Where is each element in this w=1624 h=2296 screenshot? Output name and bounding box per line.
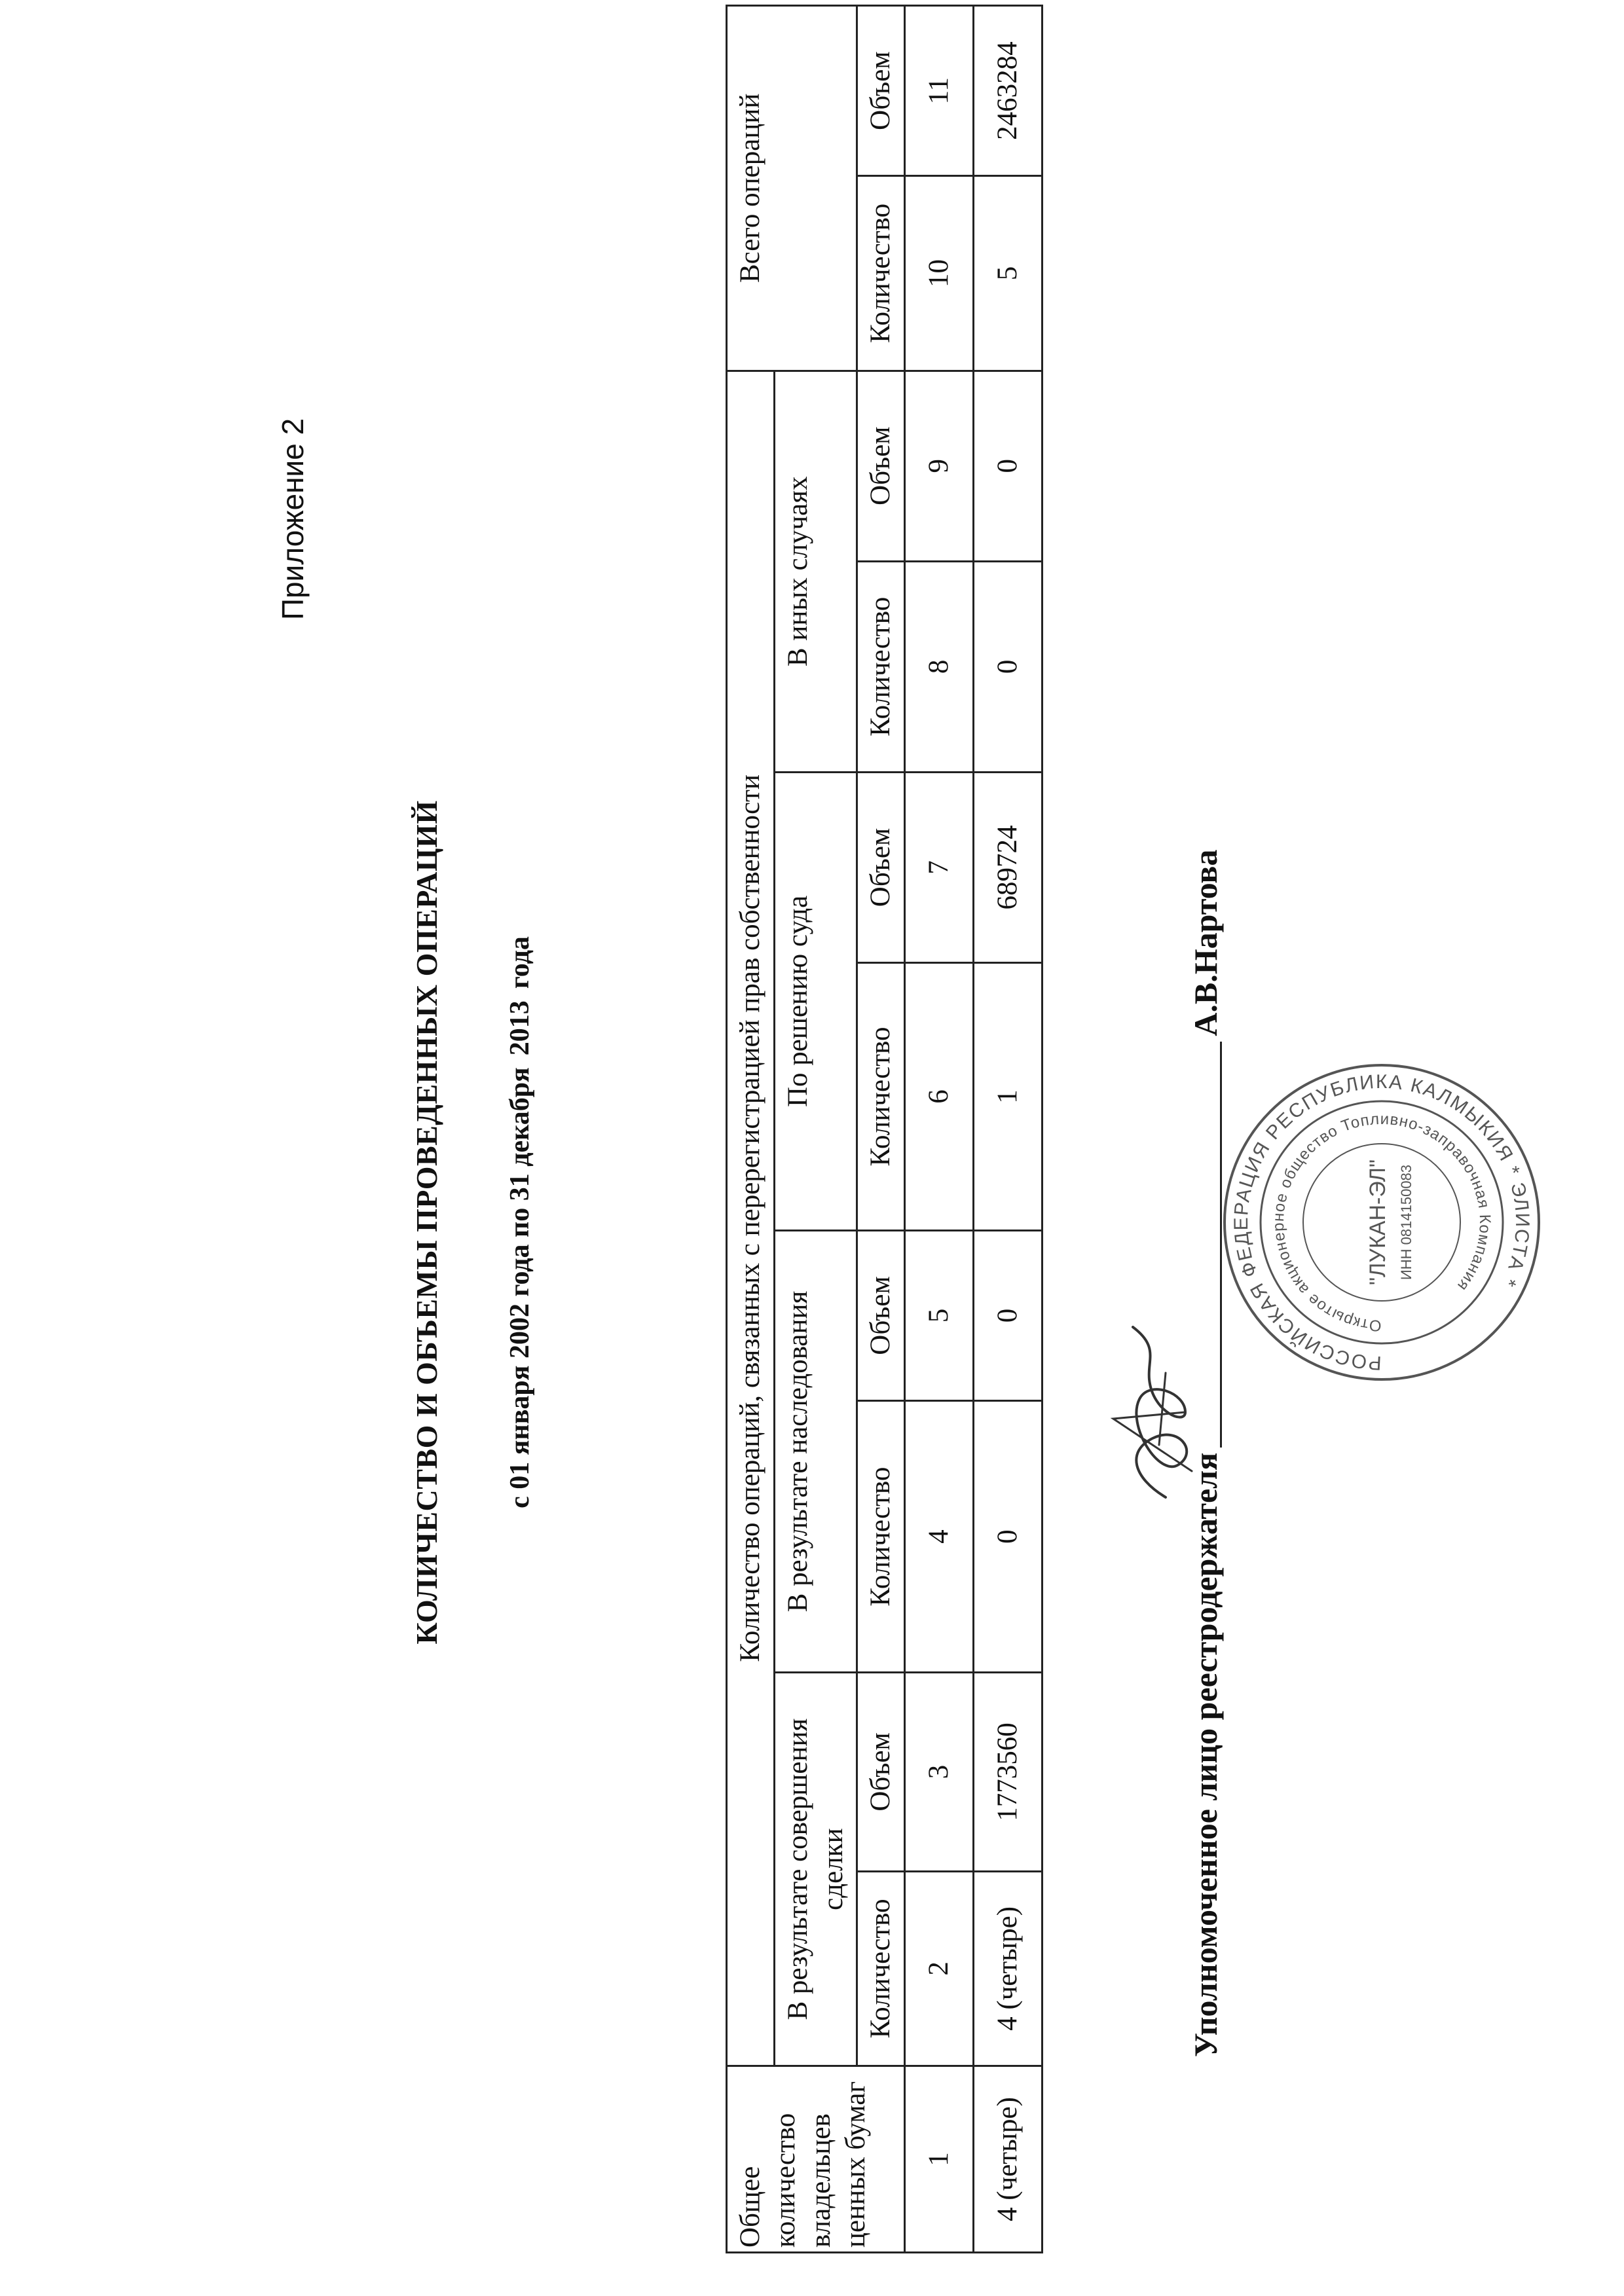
owners-header: Общее количество владельцев ценных бумаг <box>727 2066 905 2253</box>
inheritance-qty-value: 0 <box>974 1401 1043 1673</box>
court-qty-value: 1 <box>974 963 1043 1231</box>
court-vol-value: 689724 <box>974 772 1043 962</box>
qty-header: Количество <box>857 561 905 772</box>
date-range-suffix: года <box>505 936 535 989</box>
signatory-name: А.В.Нартова <box>1187 849 1224 1036</box>
column-number: 6 <box>905 963 974 1231</box>
inheritance-vol-value: 0 <box>974 1230 1043 1400</box>
deal-vol-value: 1773560 <box>974 1673 1043 1872</box>
column-number: 4 <box>905 1401 974 1673</box>
qty-header: Количество <box>857 176 905 371</box>
column-number: 1 <box>905 2066 974 2253</box>
date-range-text: с 01 января 2002 года по 31 декабря <box>505 1067 535 1508</box>
vol-header: Объем <box>857 6 905 176</box>
group-header-inheritance: В результате наследования <box>774 1230 857 1672</box>
group-header-court: По решению суда <box>774 772 857 1230</box>
other-vol-value: 0 <box>974 371 1043 561</box>
deal-qty-value: 4 (четыре) <box>974 1871 1043 2066</box>
column-number: 11 <box>905 6 974 176</box>
total-qty-value: 5 <box>974 176 1043 371</box>
total-header: Всего операций <box>727 6 857 371</box>
handwritten-signature <box>1087 1314 1218 1523</box>
svg-text:"ЛУКАН-ЭЛ": "ЛУКАН-ЭЛ" <box>1365 1159 1390 1286</box>
header-row-1 <box>727 6 775 2253</box>
column-number: 2 <box>905 1871 974 2066</box>
values-row <box>974 6 1043 2253</box>
total-vol-value: 2463284 <box>974 6 1043 176</box>
date-range-year: 2013 <box>505 1000 535 1056</box>
appendix-label: Приложение 2 <box>276 418 310 620</box>
vol-header: Объем <box>857 371 905 561</box>
vol-header: Объем <box>857 1230 905 1400</box>
qty-header: Количество <box>857 963 905 1231</box>
group-header-other: В иных случаях <box>774 371 857 772</box>
qty-header: Количество <box>857 1401 905 1673</box>
svg-text:РОССИЙСКАЯ ФЕДЕРАЦИЯ РЕСПУБЛИК: РОССИЙСКАЯ ФЕДЕРАЦИЯ РЕСПУБЛИКА КАЛМЫКИЯ * ЭЛИСТА * <box>1230 1070 1534 1374</box>
column-number: 5 <box>905 1230 974 1400</box>
svg-text:ИНН 0814150083: ИНН 0814150083 <box>1398 1164 1414 1281</box>
document-title: КОЛИЧЕСТВО И ОБЪЕМЫ ПРОВЕДЕННЫХ ОПЕРАЦИЙ <box>410 800 443 1645</box>
column-number: 10 <box>905 176 974 371</box>
operations-table <box>726 5 1043 2253</box>
column-number: 9 <box>905 371 974 561</box>
column-number-row <box>905 6 974 2253</box>
company-seal <box>1218 1059 1545 1386</box>
column-number: 3 <box>905 1673 974 1872</box>
column-number: 7 <box>905 772 974 962</box>
vol-header: Объем <box>857 1673 905 1872</box>
header-row-3 <box>857 6 905 2253</box>
ops-header: Количество операций, связанных с перерегистрацией прав собственности <box>727 371 775 2066</box>
signatory-label: Уполномоченное лицо реестродержателя <box>1187 1452 1224 2057</box>
group-header-deal: В результате совершения сделки <box>774 1673 857 2066</box>
svg-text:Открытое акционерное общество: Открытое акционерное общество Топливно-заправочная Компания <box>1269 1110 1494 1335</box>
column-number: 8 <box>905 561 974 772</box>
vol-header: Объем <box>857 772 905 962</box>
other-qty-value: 0 <box>974 561 1043 772</box>
owners-count-value: 4 (четыре) <box>974 2066 1043 2253</box>
qty-header: Количество <box>857 1871 905 2066</box>
date-range <box>504 149 536 2296</box>
